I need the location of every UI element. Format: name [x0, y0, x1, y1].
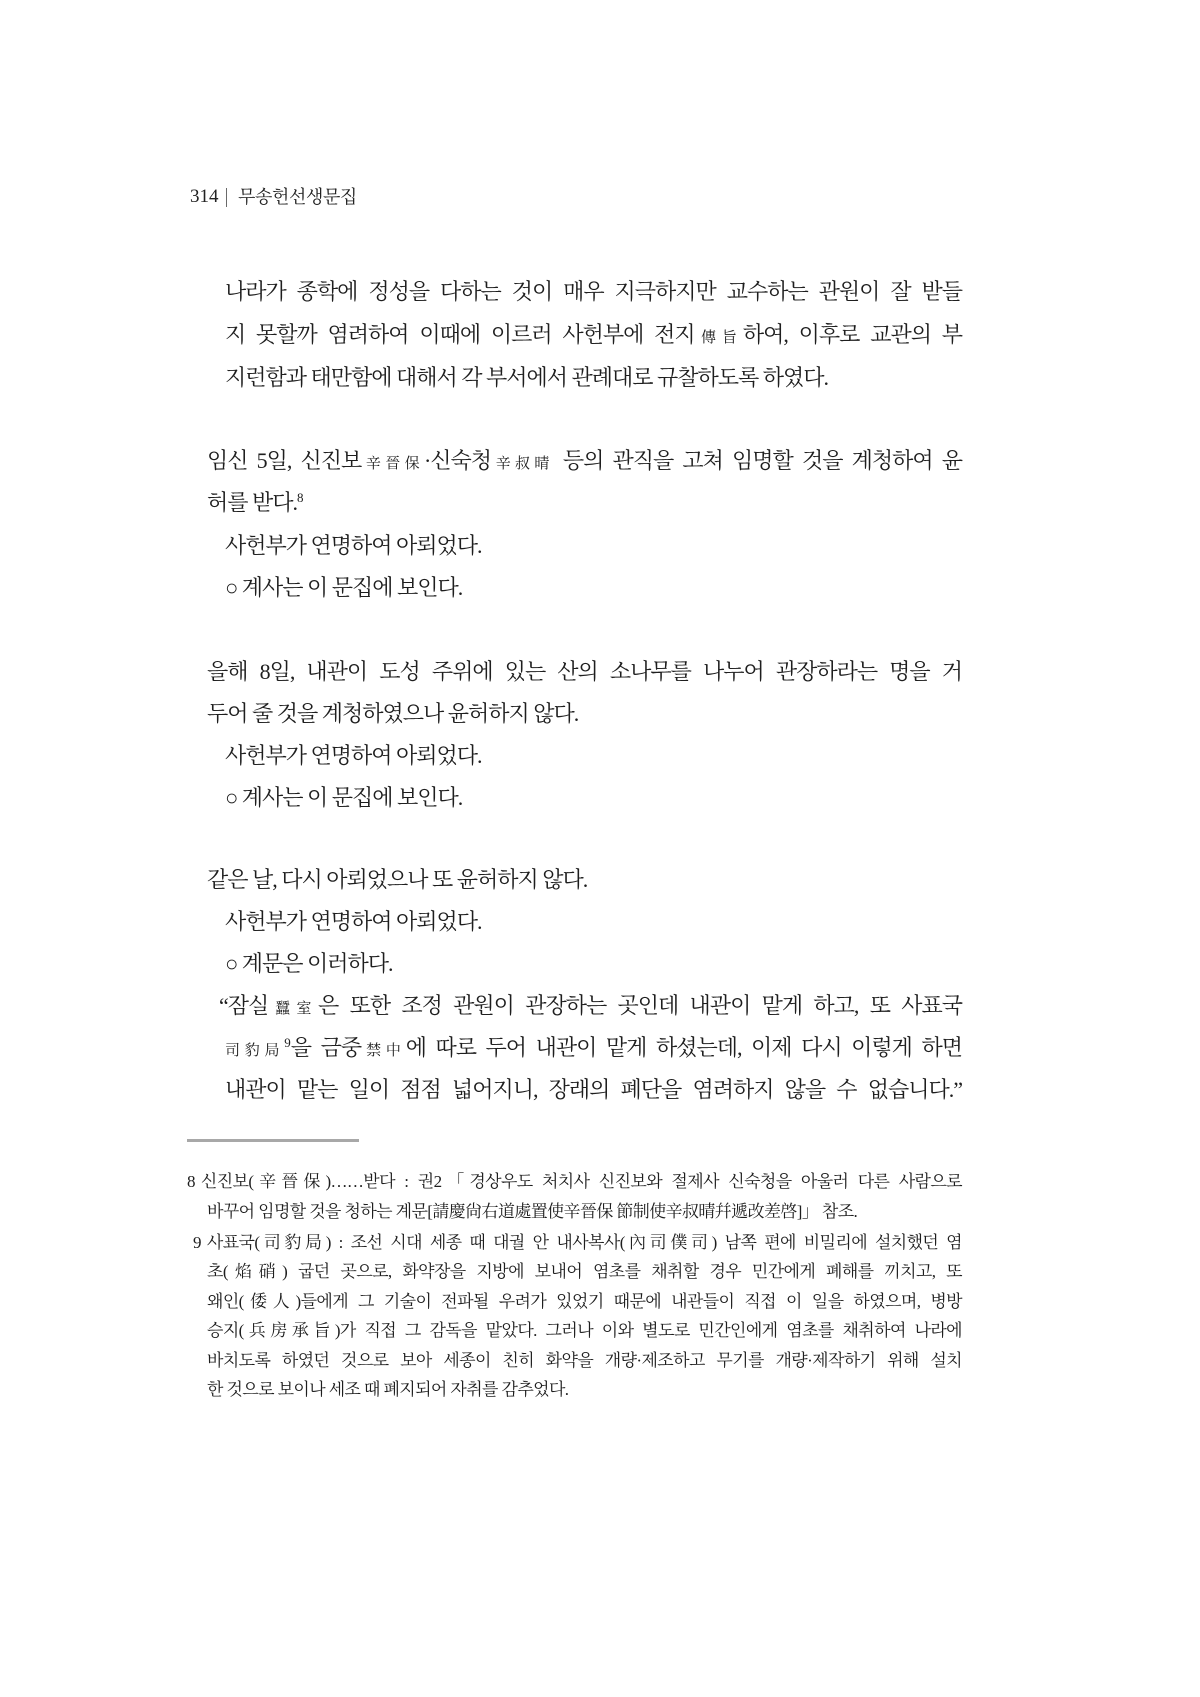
footnote-line [187, 1170, 962, 1194]
text-line: ○ 계문은 이러하다. [225, 951, 393, 976]
text-line: 사헌부가 연명하여 아뢰었다. [225, 909, 482, 934]
page-number: 314 [190, 186, 219, 207]
text-line: 사헌부가 연명하여 아뢰었다. [225, 743, 482, 768]
hanja-gloss: 傳旨 [694, 330, 743, 346]
footnote-line [193, 1231, 962, 1255]
footnote-text: 사표국(司豹局) : 조선 시대 세종 때 대궐 안 내사복사(內司僕司) 남쪽 편에 비밀리에 설치했던 염 [206, 1233, 962, 1252]
text-line: ○ 계사는 이 문집에 보인다. [225, 575, 463, 600]
text-segment: 하여, 이후로 교관의 부 [742, 322, 962, 347]
hanja-gloss: 辛晉保 [361, 456, 424, 472]
footnote-line: 승지(兵房承旨)가 직접 그 감독을 맡았다. 그러나 이와 별도로 민간인에게 염초를 채취하여 나라에 [207, 1321, 962, 1340]
text-line [207, 446, 962, 476]
footnote-reference: 9 [284, 1035, 291, 1050]
text-segment: 등의 관직을 고쳐 임명할 것을 계청하여 윤 [553, 448, 962, 473]
text-segment: 에 따로 두어 내관이 맡게 하셨는데, 이제 다시 이렇게 하면 [405, 1035, 962, 1060]
hanja-gloss: 辛叔晴 [491, 456, 554, 472]
footnote-rule [187, 1139, 359, 1142]
text-line: 같은 날, 다시 아뢰었으나 또 윤허하지 않다. [207, 867, 588, 892]
text-line: 두어 줄 것을 계청하였으나 윤허하지 않다. [207, 701, 579, 726]
text-line: 나라가 종학에 정성을 다하는 것이 매우 지극하지만 교수하는 관원이 잘 받들 [225, 279, 962, 304]
text-segment: “잠실 [219, 993, 269, 1018]
header-divider [226, 188, 227, 207]
footnote-number: 9 [193, 1233, 201, 1252]
book-title: 무송헌선생문집 [238, 187, 357, 207]
text-segment: 은 또한 조정 관원이 관장하는 곳인데 내관이 맡게 하고, 또 사표국 [318, 993, 962, 1018]
footnote-line: 한 것으로 보이나 세조 때 폐지되어 자취를 감추었다. [207, 1380, 569, 1399]
text-segment: 지 못할까 염려하여 이때에 이르러 사헌부에 전지 [225, 322, 695, 347]
hanja-gloss: 司豹局 [225, 1043, 285, 1059]
text-segment: 을 금중 [290, 1035, 362, 1060]
footnote-line: 초(焰硝) 굽던 곳으로, 화약장을 지방에 보내어 염초를 채취할 경우 민간에게 폐해를 끼치고, 또 [207, 1262, 962, 1281]
footnote-line: 왜인(倭人)들에게 그 기술이 전파될 우려가 있었기 때문에 내관들이 직접 이 일을 하였으며, 병방 [207, 1292, 962, 1311]
text-line: ○ 계사는 이 문집에 보인다. [225, 785, 463, 810]
hanja-gloss: 禁中 [361, 1043, 406, 1059]
text-line [219, 991, 962, 1021]
text-line: 사헌부가 연명하여 아뢰었다. [225, 533, 482, 558]
footnote-line: 바치도록 하였던 것으로 보아 세종이 친히 화약을 개량·제조하고 무기를 개량·제작하기 위해 설치 [207, 1351, 962, 1370]
text-line [225, 320, 962, 350]
footnote-number: 8 [187, 1172, 195, 1191]
text-line [225, 1033, 962, 1063]
text-line: 지런함과 태만함에 대해서 각 부서에서 관례대로 규찰하도록 하였다. [225, 365, 829, 390]
hanja-gloss: 蠶室 [268, 1001, 319, 1017]
text-segment: ·신숙청 [423, 448, 492, 473]
footnote-reference: 8 [297, 490, 304, 505]
text-line: 을해 8일, 내관이 도성 주위에 있는 산의 소나무를 나누어 관장하라는 명을 거 [207, 659, 962, 684]
footnote-text: 신진보(辛晉保)……받다 : 권2「경상우도 처치사 신진보와 절제사 신숙청을 아울러 다른 사람으로 [200, 1172, 962, 1191]
text-line [207, 488, 962, 518]
text-segment: 임신 5일, 신진보 [207, 448, 362, 473]
text-line: 내관이 맡는 일이 점점 넓어지니, 장래의 폐단을 염려하지 않을 수 없습니다.” [225, 1077, 962, 1102]
text-segment: 허를 받다. [207, 490, 298, 515]
footnote-line: 바꾸어 임명할 것을 청하는 계문[請慶尙右道處置使辛晉保 節制使辛叔晴幷遞改差啓]」 참조. [207, 1202, 858, 1221]
